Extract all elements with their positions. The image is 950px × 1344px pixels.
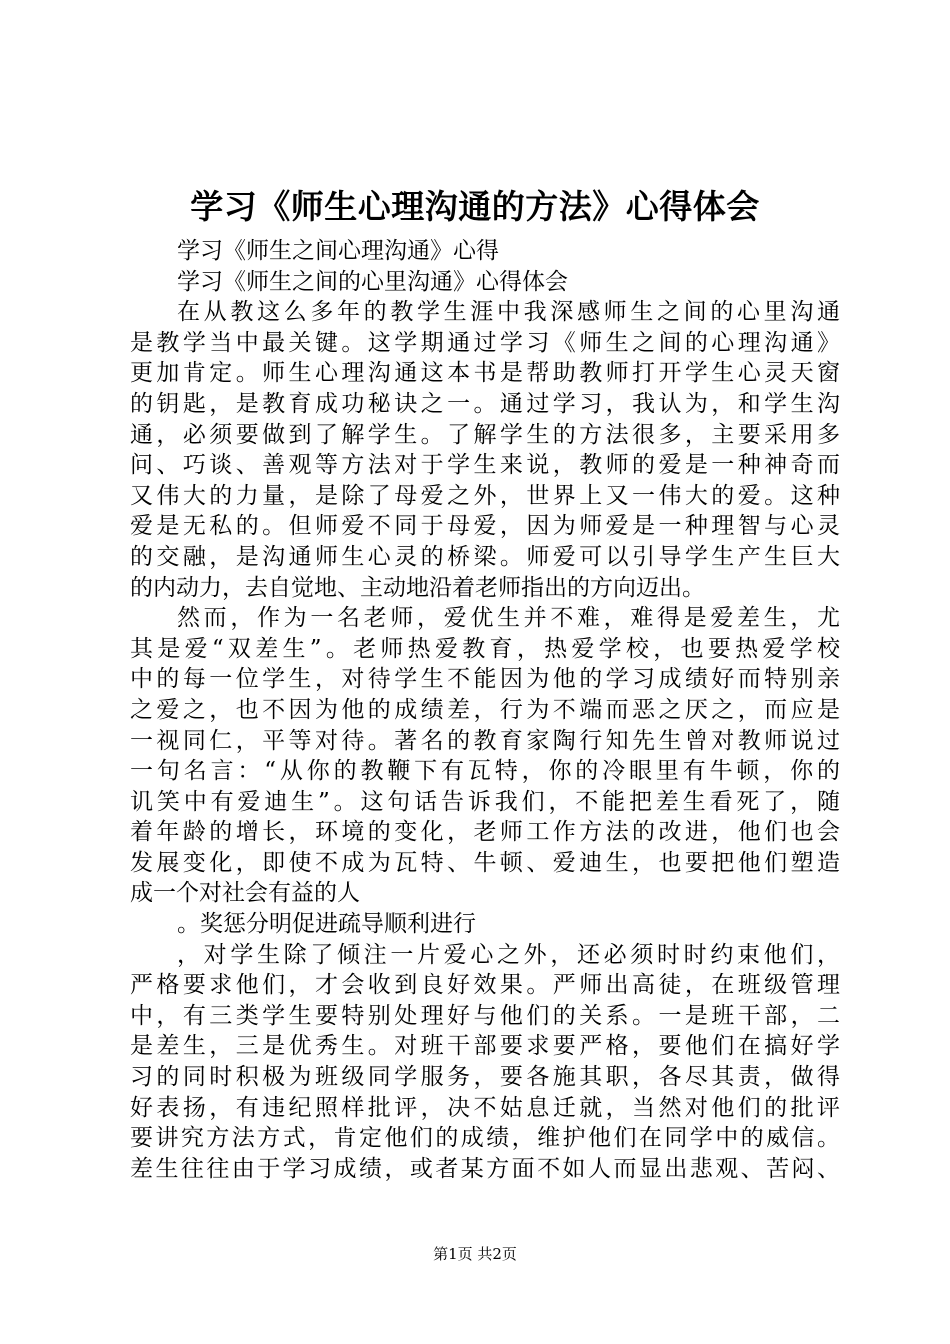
subtitle-line: 学习《师生之间心理沟通》心得 <box>177 238 499 264</box>
paragraph-line: 成一个对社会有益的人 <box>130 880 360 907</box>
paragraph-line: 差生往往由于学习成绩，或者某方面不如人而显出悲观、苦闷、 <box>130 1155 840 1182</box>
paragraph-line: 中，有三类学生要特别处理好与他们的关系。一是班干部，二 <box>130 1002 840 1029</box>
paragraph-line: ，对学生除了倾注一片爱心之外，还必须时时约束他们， <box>177 941 840 968</box>
paragraph-line: 通，必须要做到了解学生。了解学生的方法很多，主要采用多 <box>130 421 840 448</box>
paragraph-line: 的钥匙，是教育成功秘诀之一。通过学习，我认为，和学生沟 <box>130 390 840 417</box>
paragraph-line: 爱是无私的。但师爱不同于母爱，因为师爱是一种理智与心灵 <box>130 513 840 540</box>
paragraph-line: 着年龄的增长，环境的变化，老师工作方法的改进，他们也会 <box>130 819 840 846</box>
paragraph-line: 的内动力，去自觉地、主动地沿着老师指出的方向迈出。 <box>130 574 705 601</box>
document-title: 学习《师生心理沟通的方法》心得体会 <box>190 187 760 226</box>
paragraph-line: 习的同时积极为班级同学服务，要各施其职，各尽其责，做得 <box>130 1064 840 1091</box>
paragraph-line: 是教学当中最关键。这学期通过学习《师生之间的心理沟通》 <box>130 329 840 356</box>
paragraph-line: 中的每一位学生，对待学生不能因为他的学习成绩好而特别亲 <box>130 666 840 693</box>
paragraph-line: 在从教这么多年的教学生涯中我深感师生之间的心里沟通 <box>177 299 840 326</box>
paragraph-line: 严格要求他们，才会收到良好效果。严师出高徒，在班级管理 <box>130 972 840 999</box>
paragraph-line: 是差生，三是优秀生。对班干部要求要严格，要他们在搞好学 <box>130 1033 840 1060</box>
paragraph-line: 一句名言：“从你的教鞭下有瓦特，你的冷眼里有牛顿，你的 <box>130 758 840 785</box>
page-number-footer: 第1页 共2页 <box>433 1245 517 1263</box>
paragraph-line: 问、巧谈、善观等方法对于学生来说，教师的爱是一种神奇而 <box>130 452 840 479</box>
paragraph-line: 的交融，是沟通师生心灵的桥梁。师爱可以引导学生产生巨大 <box>130 543 840 570</box>
paragraph-line: 之爱之，也不因为他的成绩差，行为不端而恶之厌之，而应是 <box>130 696 840 723</box>
paragraph-line: 好表扬，有违纪照样批评，决不姑息迁就，当然对他们的批评 <box>130 1094 840 1121</box>
paragraph-line: 又伟大的力量，是除了母爱之外，世界上又一伟大的爱。这种 <box>130 482 840 509</box>
subtitle-line: 学习《师生之间的心里沟通》心得体会 <box>177 268 568 295</box>
paragraph-line: 然而，作为一名老师，爱优生并不难，难得是爱差生，尤 <box>177 605 840 632</box>
paragraph-line: 要讲究方法方式，肯定他们的成绩，维护他们在同学中的威信。 <box>130 1125 840 1152</box>
section-heading-line: 。奖惩分明促进疏导顺利进行 <box>177 911 476 938</box>
paragraph-line: 发展变化，即使不成为瓦特、牛顿、爱迪生，也要把他们塑造 <box>130 849 840 876</box>
paragraph-line: 讥笑中有爱迪生”。这句话告诉我们，不能把差生看死了，随 <box>130 788 840 815</box>
paragraph-line: 更加肯定。师生心理沟通这本书是帮助教师打开学生心灵天窗 <box>130 360 840 387</box>
document-body <box>130 236 840 1184</box>
paragraph-line: 一视同仁，平等对待。著名的教育家陶行知先生曾对教师说过 <box>130 727 840 754</box>
paragraph-line: 其是爱“双差生”。老师热爱教育，热爱学校，也要热爱学校 <box>130 635 840 662</box>
